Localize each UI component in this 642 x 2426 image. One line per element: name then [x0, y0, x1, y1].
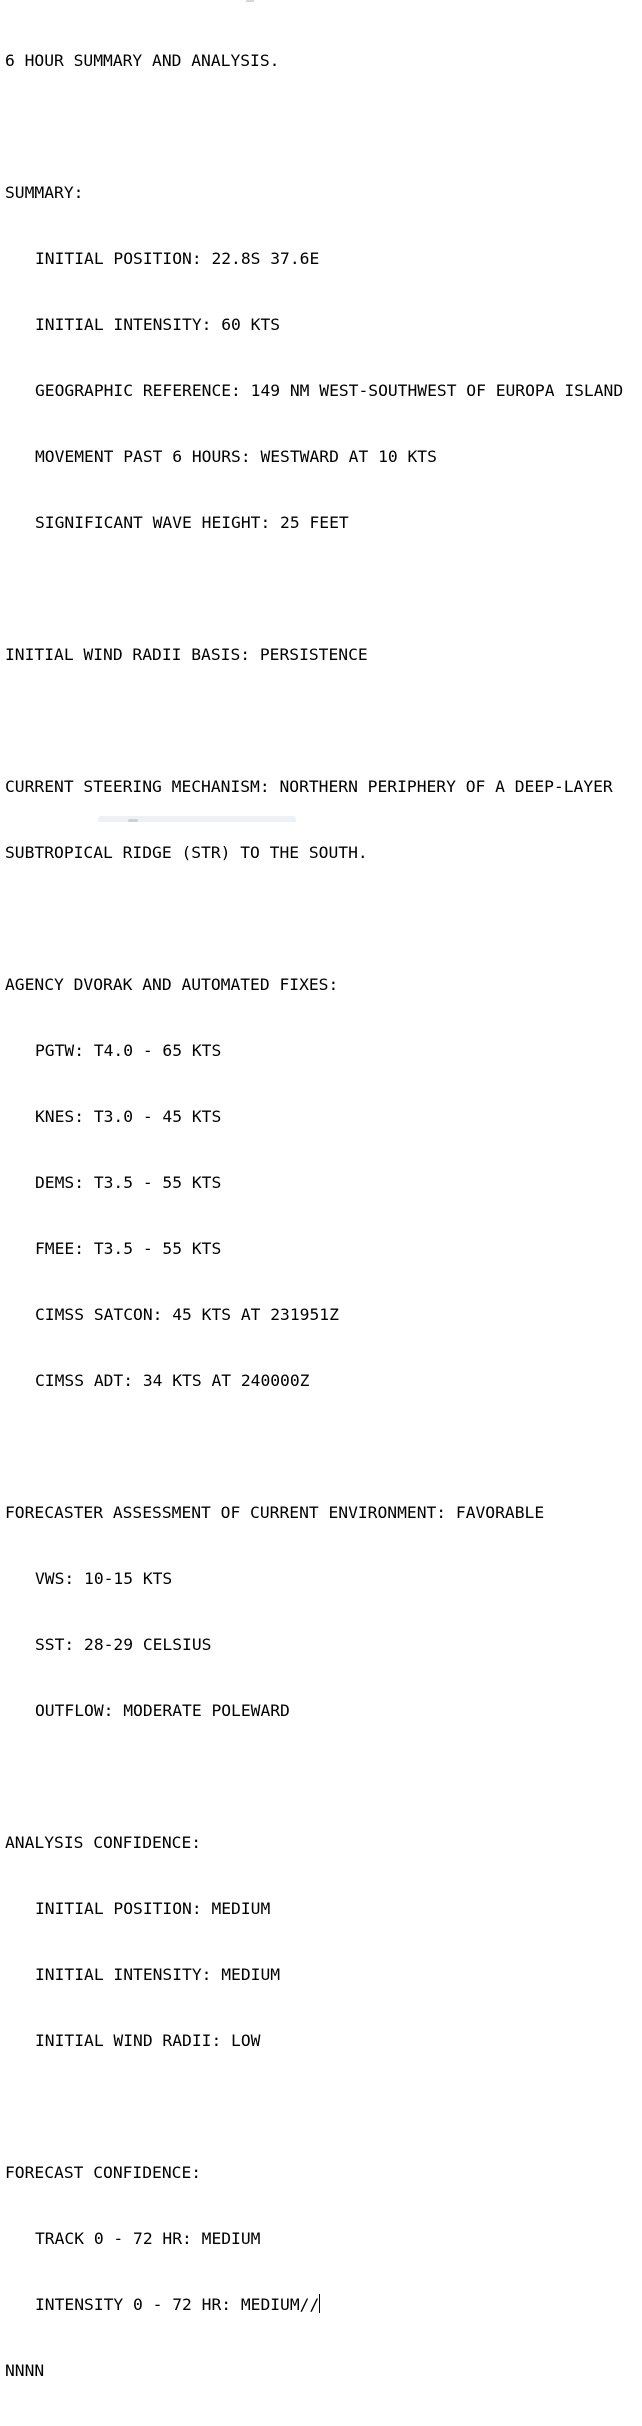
environment-heading: FORECASTER ASSESSMENT OF CURRENT ENVIRONMENT: FAVORABLE: [5, 1503, 545, 1522]
summary-geographic-reference: GEOGRAPHIC REFERENCE: 149 NM WEST-SOUTHWEST OF EUROPA ISLAND: [35, 381, 624, 400]
steering-line-2: SUBTROPICAL RIDGE (STR) TO THE SOUTH.: [5, 843, 368, 862]
analysis-confidence-wind-radii: INITIAL WIND RADII: LOW: [35, 2031, 261, 2050]
blank-line: [5, 1766, 639, 1788]
blank-line: [5, 1436, 639, 1458]
forecast-confidence-heading: FORECAST CONFIDENCE:: [5, 2163, 202, 2182]
top-clipped-edge: [0, 0, 642, 4]
fix-fmee: FMEE: T3.5 - 55 KTS: [35, 1239, 222, 1258]
fix-knes: KNES: T3.0 - 45 KTS: [35, 1107, 222, 1126]
blank-line: [5, 578, 639, 600]
fixes-heading: AGENCY DVORAK AND AUTOMATED FIXES:: [5, 975, 339, 994]
steering-line-1: CURRENT STEERING MECHANISM: NORTHERN PERIPHERY OF A DEEP-LAYER: [5, 777, 613, 796]
wind-radii-basis-line: INITIAL WIND RADII BASIS: PERSISTENCE: [5, 645, 368, 664]
clipped-glyph-fragment: [128, 819, 138, 822]
forecast-confidence-intensity-line: [5, 2294, 639, 2316]
blank-line: [5, 908, 639, 930]
fix-pgtw: PGTW: T4.0 - 65 KTS: [35, 1041, 222, 1060]
summary-wave-height: SIGNIFICANT WAVE HEIGHT: 25 FEET: [35, 513, 349, 532]
analysis-confidence-intensity: INITIAL INTENSITY: MEDIUM: [35, 1965, 281, 1984]
fix-cimss-satcon: CIMSS SATCON: 45 KTS AT 231951Z: [35, 1305, 339, 1324]
fix-cimss-adt: CIMSS ADT: 34 KTS AT 240000Z: [35, 1371, 310, 1390]
analysis-confidence-heading: ANALYSIS CONFIDENCE:: [5, 1833, 202, 1852]
summary-movement: MOVEMENT PAST 6 HOURS: WESTWARD AT 10 KTS: [35, 447, 437, 466]
summary-heading: SUMMARY:: [5, 183, 84, 202]
header-line: 6 HOUR SUMMARY AND ANALYSIS.: [5, 51, 280, 70]
environment-vws: VWS: 10-15 KTS: [35, 1569, 173, 1588]
blank-line: [5, 2096, 639, 2118]
blank-line: [5, 116, 639, 138]
text-editor-area[interactable]: [5, 6, 639, 2426]
text-cursor: [319, 2294, 320, 2313]
bottom-clipped-element: [98, 816, 296, 822]
footer-line: NNNN: [5, 2361, 45, 2380]
forecast-confidence-intensity: INTENSITY 0 - 72 HR: MEDIUM//: [35, 2295, 320, 2314]
environment-outflow: OUTFLOW: MODERATE POLEWARD: [35, 1701, 290, 1720]
clipped-glyph-fragment: [246, 0, 254, 2]
analysis-confidence-position: INITIAL POSITION: MEDIUM: [35, 1899, 271, 1918]
forecast-confidence-track: TRACK 0 - 72 HR: MEDIUM: [35, 2229, 261, 2248]
fix-dems: DEMS: T3.5 - 55 KTS: [35, 1173, 222, 1192]
summary-initial-intensity: INITIAL INTENSITY: 60 KTS: [35, 315, 281, 334]
environment-sst: SST: 28-29 CELSIUS: [35, 1635, 212, 1654]
blank-line: [5, 710, 639, 732]
summary-initial-position: INITIAL POSITION: 22.8S 37.6E: [35, 249, 320, 268]
